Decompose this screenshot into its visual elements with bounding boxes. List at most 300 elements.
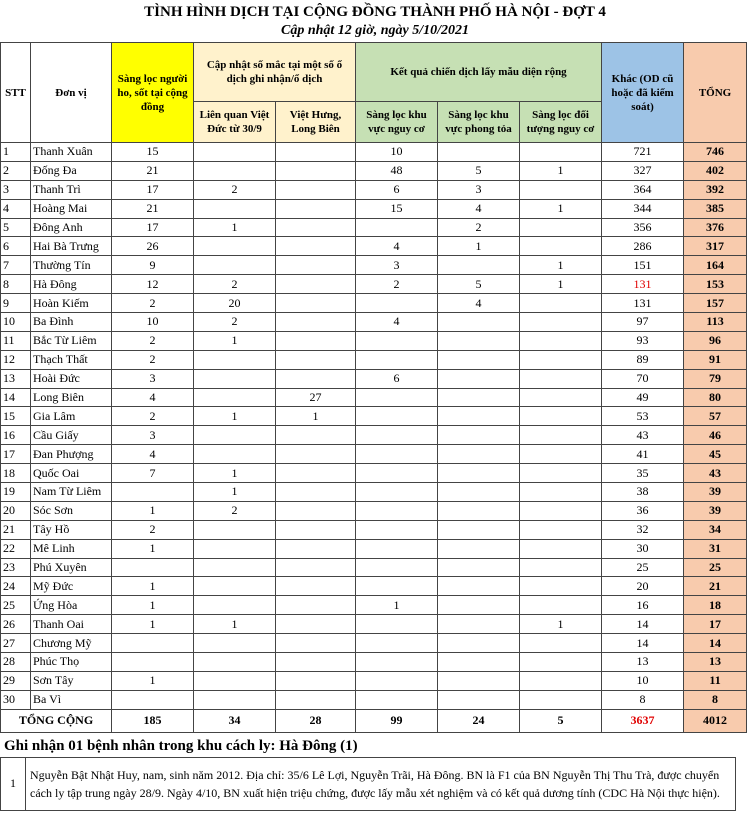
totals-cell: 99 [356, 709, 438, 732]
report-subtitle: Cập nhật 12 giờ, ngày 5/10/2021 [281, 23, 469, 38]
value-cell [438, 464, 520, 483]
value-cell [520, 596, 602, 615]
notes-heading: Ghi nhận 01 bệnh nhân trong khu cách ly: Hà Đông (1) [4, 737, 358, 754]
value-cell [520, 180, 602, 199]
row-total-cell: 157 [684, 294, 747, 313]
value-cell: 4 [112, 445, 194, 464]
value-cell [356, 501, 438, 520]
table-row [1, 369, 747, 388]
row-total-cell: 31 [684, 539, 747, 558]
value-cell: 4 [438, 199, 520, 218]
value-cell [438, 483, 520, 502]
value-cell: 6 [356, 180, 438, 199]
totals-cell: 34 [194, 709, 276, 732]
value-cell: 286 [602, 237, 684, 256]
value-cell: 151 [602, 256, 684, 275]
row-index-cell: 19 [1, 483, 31, 502]
value-cell [194, 539, 276, 558]
value-cell [438, 634, 520, 653]
value-cell: 2 [112, 350, 194, 369]
value-cell [276, 180, 356, 199]
value-cell: 2 [194, 313, 276, 332]
value-cell [276, 558, 356, 577]
value-cell [276, 445, 356, 464]
value-cell [194, 634, 276, 653]
value-cell [194, 237, 276, 256]
row-total-cell: 18 [684, 596, 747, 615]
header-campaign-2: Sàng lọc khu vực phong tỏa [438, 102, 520, 143]
value-cell: 1 [194, 464, 276, 483]
value-cell [356, 671, 438, 690]
value-cell [520, 634, 602, 653]
value-cell [194, 256, 276, 275]
value-cell [276, 501, 356, 520]
value-cell: 43 [602, 426, 684, 445]
totals-cell: 24 [438, 709, 520, 732]
row-index-cell: 14 [1, 388, 31, 407]
value-cell [276, 577, 356, 596]
value-cell: 1 [438, 237, 520, 256]
unit-name-cell: Tây Hồ [31, 520, 112, 539]
row-index-cell: 15 [1, 407, 31, 426]
row-index-cell: 21 [1, 520, 31, 539]
totals-cell-other: 3637 [602, 709, 684, 732]
header-campaign-1: Sàng lọc khu vực nguy cơ [356, 102, 438, 143]
table-row [1, 596, 747, 615]
value-cell [194, 369, 276, 388]
value-cell [520, 520, 602, 539]
value-cell: 12 [112, 275, 194, 294]
value-cell [356, 615, 438, 634]
value-cell: 30 [602, 539, 684, 558]
table-row [1, 577, 747, 596]
value-cell: 3 [356, 256, 438, 275]
value-cell [438, 445, 520, 464]
value-cell: 3 [438, 180, 520, 199]
value-cell: 2 [194, 501, 276, 520]
row-total-cell: 164 [684, 256, 747, 275]
value-cell [194, 596, 276, 615]
value-cell [112, 634, 194, 653]
row-total-cell: 113 [684, 313, 747, 332]
value-cell [194, 577, 276, 596]
value-cell [194, 161, 276, 180]
value-cell: 8 [602, 690, 684, 709]
value-cell [276, 256, 356, 275]
row-index-cell: 5 [1, 218, 31, 237]
value-cell: 1 [194, 331, 276, 350]
row-index-cell: 27 [1, 634, 31, 653]
value-cell [194, 143, 276, 162]
value-cell [356, 331, 438, 350]
value-cell: 70 [602, 369, 684, 388]
value-cell [112, 558, 194, 577]
table-row [1, 464, 747, 483]
value-cell: 2 [112, 294, 194, 313]
value-cell [356, 483, 438, 502]
value-cell: 6 [356, 369, 438, 388]
value-cell [276, 369, 356, 388]
row-index-cell: 28 [1, 653, 31, 672]
value-cell [194, 653, 276, 672]
unit-name-cell: Gia Lâm [31, 407, 112, 426]
value-cell: 1 [520, 275, 602, 294]
row-index-cell: 30 [1, 690, 31, 709]
header-campaign-3: Sàng lọc đối tượng nguy cơ [520, 102, 602, 143]
unit-name-cell: Hà Đông [31, 275, 112, 294]
row-index-cell: 29 [1, 671, 31, 690]
value-cell [520, 577, 602, 596]
row-total-cell: 91 [684, 350, 747, 369]
value-cell [356, 577, 438, 596]
unit-name-cell: Thạch Thất [31, 350, 112, 369]
value-cell: 131 [602, 275, 684, 294]
value-cell [438, 539, 520, 558]
value-cell: 41 [602, 445, 684, 464]
row-index-cell: 25 [1, 596, 31, 615]
header-campaign-group: Kết quả chiến dịch lấy mẫu diện rộng [356, 43, 602, 102]
value-cell [520, 237, 602, 256]
value-cell: 36 [602, 501, 684, 520]
row-total-cell: 153 [684, 275, 747, 294]
value-cell [520, 313, 602, 332]
value-cell [438, 520, 520, 539]
value-cell [438, 407, 520, 426]
value-cell [438, 615, 520, 634]
table-row [1, 313, 747, 332]
value-cell: 327 [602, 161, 684, 180]
value-cell [194, 671, 276, 690]
value-cell [194, 445, 276, 464]
value-cell [276, 671, 356, 690]
row-index-cell: 11 [1, 331, 31, 350]
value-cell [520, 445, 602, 464]
value-cell [112, 653, 194, 672]
header-screening: Sàng lọc người ho, sốt tại cộng đồng [112, 43, 194, 143]
value-cell: 4 [112, 388, 194, 407]
value-cell: 20 [194, 294, 276, 313]
unit-name-cell: Mê Linh [31, 539, 112, 558]
table-row [1, 615, 747, 634]
row-index-cell: 18 [1, 464, 31, 483]
totals-cell: 185 [112, 709, 194, 732]
value-cell: 3 [112, 426, 194, 445]
value-cell: 1 [356, 596, 438, 615]
totals-cell-grand: 4012 [684, 709, 747, 732]
value-cell [356, 634, 438, 653]
totals-cell: 28 [276, 709, 356, 732]
row-total-cell: 39 [684, 483, 747, 502]
value-cell [276, 218, 356, 237]
table-row [1, 558, 747, 577]
value-cell [520, 407, 602, 426]
value-cell [276, 520, 356, 539]
value-cell [194, 350, 276, 369]
value-cell: 15 [356, 199, 438, 218]
value-cell [438, 690, 520, 709]
table-row [1, 407, 747, 426]
value-cell [356, 294, 438, 313]
unit-name-cell: Thường Tín [31, 256, 112, 275]
value-cell [276, 690, 356, 709]
row-total-cell: 14 [684, 634, 747, 653]
row-index-cell: 12 [1, 350, 31, 369]
unit-name-cell: Chương Mỹ [31, 634, 112, 653]
value-cell: 93 [602, 331, 684, 350]
table-row [1, 180, 747, 199]
table-row [1, 218, 747, 237]
value-cell [276, 483, 356, 502]
value-cell [194, 690, 276, 709]
row-index-cell: 2 [1, 161, 31, 180]
value-cell [520, 464, 602, 483]
value-cell [438, 558, 520, 577]
value-cell [520, 294, 602, 313]
value-cell: 2 [112, 407, 194, 426]
header-unit: Đơn vị [31, 43, 112, 143]
table-row [1, 690, 747, 709]
value-cell [438, 369, 520, 388]
row-total-cell: 8 [684, 690, 747, 709]
row-index-cell: 3 [1, 180, 31, 199]
value-cell: 13 [602, 653, 684, 672]
row-total-cell: 80 [684, 388, 747, 407]
value-cell: 10 [602, 671, 684, 690]
value-cell: 1 [194, 483, 276, 502]
row-index-cell: 26 [1, 615, 31, 634]
row-index-cell: 4 [1, 199, 31, 218]
row-index-cell: 10 [1, 313, 31, 332]
value-cell [276, 143, 356, 162]
row-total-cell: 21 [684, 577, 747, 596]
value-cell: 97 [602, 313, 684, 332]
row-index-cell: 17 [1, 445, 31, 464]
value-cell: 1 [112, 596, 194, 615]
totals-cell: 5 [520, 709, 602, 732]
value-cell [520, 388, 602, 407]
row-total-cell: 402 [684, 161, 747, 180]
value-cell [520, 483, 602, 502]
value-cell [194, 388, 276, 407]
value-cell [356, 558, 438, 577]
value-cell [276, 653, 356, 672]
table-row [1, 275, 747, 294]
row-total-cell: 96 [684, 331, 747, 350]
table-row [1, 256, 747, 275]
value-cell [438, 256, 520, 275]
unit-name-cell: Hoàn Kiếm [31, 294, 112, 313]
value-cell [194, 426, 276, 445]
value-cell: 364 [602, 180, 684, 199]
value-cell [356, 426, 438, 445]
unit-name-cell: Thanh Oai [31, 615, 112, 634]
value-cell: 16 [602, 596, 684, 615]
totals-label: TỔNG CỘNG [1, 709, 112, 732]
header-other: Khác (OD cũ hoặc đã kiểm soát) [602, 43, 684, 143]
value-cell [276, 237, 356, 256]
value-cell [520, 369, 602, 388]
value-cell: 4 [356, 313, 438, 332]
value-cell [520, 539, 602, 558]
unit-name-cell: Ba Vì [31, 690, 112, 709]
row-total-cell: 392 [684, 180, 747, 199]
value-cell [194, 558, 276, 577]
unit-name-cell: Phú Xuyên [31, 558, 112, 577]
unit-name-cell: Hoài Đức [31, 369, 112, 388]
value-cell: 344 [602, 199, 684, 218]
table-row [1, 671, 747, 690]
value-cell: 1 [194, 218, 276, 237]
table-row [1, 294, 747, 313]
value-cell [276, 464, 356, 483]
value-cell: 2 [194, 275, 276, 294]
row-index-cell: 1 [1, 143, 31, 162]
report-title: TÌNH HÌNH DỊCH TẠI CỘNG ĐỒNG THÀNH PHỐ HÀ NỘI - ĐỢT 4 [144, 4, 606, 20]
value-cell [520, 426, 602, 445]
value-cell: 38 [602, 483, 684, 502]
table-row [1, 143, 747, 162]
value-cell [438, 577, 520, 596]
value-cell [112, 483, 194, 502]
unit-name-cell: Hoàng Mai [31, 199, 112, 218]
value-cell: 49 [602, 388, 684, 407]
value-cell [520, 501, 602, 520]
row-total-cell: 79 [684, 369, 747, 388]
value-cell [520, 331, 602, 350]
value-cell: 27 [276, 388, 356, 407]
value-cell [194, 520, 276, 539]
value-cell [276, 539, 356, 558]
table-row [1, 161, 747, 180]
value-cell [276, 350, 356, 369]
value-cell [356, 350, 438, 369]
unit-name-cell: Hai Bà Trưng [31, 237, 112, 256]
value-cell [520, 218, 602, 237]
value-cell: 9 [112, 256, 194, 275]
header-stt: STT [1, 43, 31, 143]
unit-name-cell: Đan Phượng [31, 445, 112, 464]
value-cell: 2 [356, 275, 438, 294]
row-total-cell: 11 [684, 671, 747, 690]
value-cell: 5 [438, 161, 520, 180]
value-cell [276, 313, 356, 332]
unit-name-cell: Sóc Sơn [31, 501, 112, 520]
value-cell [520, 653, 602, 672]
value-cell: 2 [112, 520, 194, 539]
value-cell: 26 [112, 237, 194, 256]
row-index-cell: 6 [1, 237, 31, 256]
row-total-cell: 317 [684, 237, 747, 256]
row-total-cell: 45 [684, 445, 747, 464]
value-cell: 10 [112, 313, 194, 332]
notes-table [0, 757, 736, 811]
value-cell [276, 161, 356, 180]
row-index-cell: 9 [1, 294, 31, 313]
value-cell: 20 [602, 577, 684, 596]
value-cell: 1 [520, 161, 602, 180]
unit-name-cell: Sơn Tây [31, 671, 112, 690]
value-cell: 1 [112, 671, 194, 690]
table-row [1, 483, 747, 502]
value-cell: 32 [602, 520, 684, 539]
unit-name-cell: Ba Đình [31, 313, 112, 332]
table-row [1, 445, 747, 464]
value-cell: 25 [602, 558, 684, 577]
value-cell: 1 [112, 615, 194, 634]
cases-table [0, 42, 747, 733]
value-cell: 1 [276, 407, 356, 426]
unit-name-cell: Ứng Hòa [31, 596, 112, 615]
value-cell [520, 350, 602, 369]
table-row [1, 331, 747, 350]
unit-name-cell: Cầu Giấy [31, 426, 112, 445]
note-row [1, 757, 736, 810]
row-index-cell: 16 [1, 426, 31, 445]
value-cell [276, 426, 356, 445]
value-cell [438, 143, 520, 162]
row-total-cell: 39 [684, 501, 747, 520]
unit-name-cell: Mỹ Đức [31, 577, 112, 596]
row-total-cell: 376 [684, 218, 747, 237]
header-outbreak-2: Việt Hưng, Long Biên [276, 102, 356, 143]
value-cell: 2 [194, 180, 276, 199]
value-cell [276, 275, 356, 294]
value-cell [356, 539, 438, 558]
table-row [1, 653, 747, 672]
value-cell: 4 [356, 237, 438, 256]
note-index: 1 [1, 757, 26, 810]
row-index-cell: 13 [1, 369, 31, 388]
unit-name-cell: Quốc Oai [31, 464, 112, 483]
table-row [1, 388, 747, 407]
value-cell [438, 331, 520, 350]
value-cell: 4 [438, 294, 520, 313]
value-cell: 1 [112, 577, 194, 596]
value-cell: 1 [194, 407, 276, 426]
value-cell [276, 199, 356, 218]
row-index-cell: 23 [1, 558, 31, 577]
row-total-cell: 746 [684, 143, 747, 162]
row-index-cell: 8 [1, 275, 31, 294]
value-cell [276, 596, 356, 615]
table-row [1, 199, 747, 218]
unit-name-cell: Đông Anh [31, 218, 112, 237]
value-cell: 53 [602, 407, 684, 426]
value-cell: 1 [194, 615, 276, 634]
value-cell: 21 [112, 199, 194, 218]
value-cell: 356 [602, 218, 684, 237]
value-cell [356, 388, 438, 407]
value-cell: 2 [112, 331, 194, 350]
value-cell: 1 [520, 256, 602, 275]
value-cell [356, 520, 438, 539]
row-total-cell: 385 [684, 199, 747, 218]
value-cell [276, 331, 356, 350]
row-total-cell: 57 [684, 407, 747, 426]
note-text: Nguyễn Bật Nhật Huy, nam, sinh năm 2012. Địa chỉ: 35/6 Lê Lợi, Nguyễn Trãi, Hà Đông. BN là F1 của BN Nguyễn Thị Thu Trà, được chuyển cách ly tập trung ngày 28/9. Ngày 4/10, BN xuất hiện triệu chứng, được lấy mẫu xét nghiệm và có kết quả dương tính (CDC Hà Nội thực hiện). [26, 757, 736, 810]
unit-name-cell: Thanh Trì [31, 180, 112, 199]
value-cell: 1 [112, 539, 194, 558]
value-cell [194, 199, 276, 218]
value-cell [520, 143, 602, 162]
row-total-cell: 25 [684, 558, 747, 577]
value-cell: 48 [356, 161, 438, 180]
value-cell: 721 [602, 143, 684, 162]
value-cell: 2 [438, 218, 520, 237]
row-index-cell: 20 [1, 501, 31, 520]
value-cell [356, 218, 438, 237]
row-index-cell: 24 [1, 577, 31, 596]
